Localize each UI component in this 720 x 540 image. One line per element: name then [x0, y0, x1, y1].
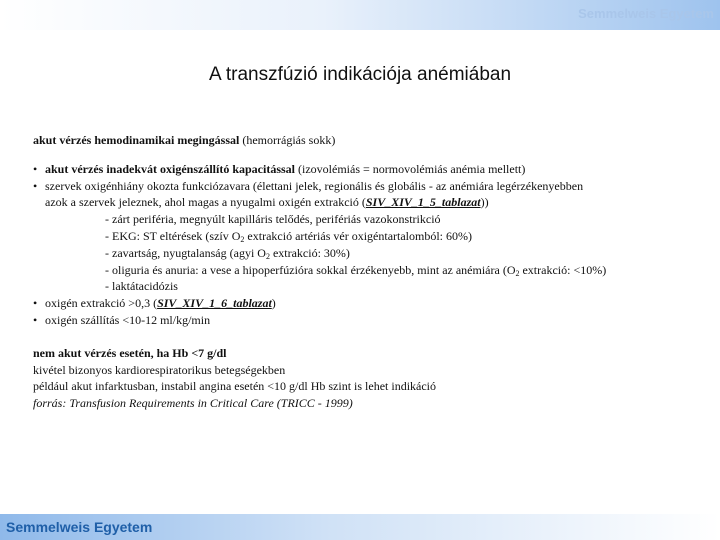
section2-line2: kivétel bizonyos kardiorespiratorikus betegségekben: [33, 362, 286, 377]
footer-brand: Semmelweis Egyetem: [6, 519, 153, 535]
header-bar: [0, 0, 720, 30]
table-link-1-5[interactable]: SIV_XIV_1_5_tablazat: [365, 195, 481, 210]
sub-item-2-subscript: 2: [240, 234, 245, 244]
sub-item-4-subscript: 2: [515, 268, 520, 278]
page-title: A transzfúzió indikációja anémiában: [208, 64, 512, 85]
section2-line3: például akut infarktusban, instabil angina esetén <10 g/dl Hb szint is lehet indikáció: [33, 379, 437, 394]
sub-item-1: - zárt periféria, megnyúlt kapilláris telődés, perifériás vazokonstrikció: [105, 212, 441, 227]
bullet-3-pre: oxigén extrakció >0,3 (: [45, 296, 158, 311]
section1-lead: [33, 132, 703, 149]
sub-item-5: - laktátacidózis: [105, 279, 178, 294]
sub-item-4-pre: - oliguria és anuria: a vese a hipoperfúzióra sokkal érzékenyebb, mint az anémiára (O: [105, 262, 516, 277]
bullet-2-line1: szervek oxigénhiány okozta funkciózavara (élettani jelek, regionális és globális - az anémiára legérzékenyebben: [45, 178, 584, 193]
slide-content: [33, 132, 703, 412]
sub-item-3-post: extrakció: 30%): [269, 245, 350, 260]
section2-heading: nem akut vérzés esetén, ha Hb <7 g/dl: [33, 345, 227, 360]
source-citation: forrás: Transfusion Requirements in Critical Care (TRICC - 1999): [33, 396, 353, 411]
sub-item-3: [33, 245, 703, 262]
header-brand: Semmelweis Egyetem: [578, 6, 714, 21]
bullet-icon: •: [33, 161, 38, 176]
sub-item-3-pre: - zavartság, nyugtalanság (agyi O: [105, 245, 266, 260]
bullet-item-4: [33, 312, 703, 329]
sub-item-4-post: extrakció: <10%): [519, 262, 607, 277]
bullet-item-1: [33, 161, 703, 178]
footer-bar: [0, 514, 720, 540]
bullet-icon: •: [33, 178, 38, 193]
section1-lead-bold: akut vérzés hemodinamikai megingással: [33, 133, 240, 147]
bullet-icon: •: [33, 312, 38, 327]
sub-item-3-subscript: 2: [265, 251, 270, 261]
bullet-2-line2-post: )): [480, 195, 489, 210]
section1-lead-rest: (hemorrágiás sokk): [239, 133, 336, 147]
bullet-icon: •: [33, 296, 38, 311]
sub-item-2-post: extrakció artériás vér oxigéntartalomból: 60%): [244, 228, 472, 243]
bullet-item-2: [33, 178, 703, 195]
sub-item-4: [33, 262, 703, 279]
bullet-4-text: oxigén szállítás <10-12 ml/kg/min: [45, 312, 211, 327]
bullet-item-3: [33, 295, 703, 312]
bullet-2-line2-pre: azok a szervek jeleznek, ahol magas a nyugalmi oxigén extrakció (: [45, 195, 366, 210]
bullet-2-continuation: [33, 194, 703, 211]
bullet-1-rest: (izovolémiás = normovolémiás anémia mellett): [295, 161, 526, 176]
table-link-1-6[interactable]: SIV_XIV_1_6_tablazat: [157, 296, 272, 311]
bullet-1-bold: akut vérzés inadekvát oxigénszállító kapacitással: [45, 161, 296, 176]
sub-item-2-pre: - EKG: ST eltérések (szív O: [105, 228, 241, 243]
sub-item-2: [33, 228, 703, 245]
bullet-3-post: ): [271, 296, 276, 311]
